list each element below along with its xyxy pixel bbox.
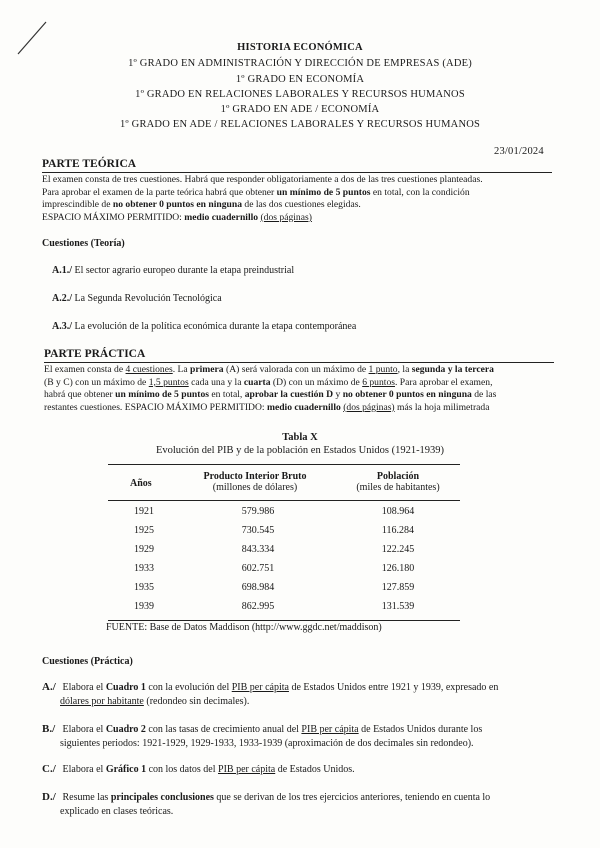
practice-question-d	[42, 790, 562, 819]
theory-instructions	[42, 174, 562, 224]
question-label: A.2./	[52, 293, 72, 304]
theory-question-a2	[52, 293, 222, 304]
cell-pop: 116.284	[381, 525, 415, 536]
cell-pib: 579.986	[241, 506, 275, 517]
question-label: C./	[42, 763, 56, 775]
table-title: Tabla X	[282, 432, 318, 443]
practice-l3e: y	[335, 389, 341, 401]
practice-l4a: restantes cuestiones. ESPACIO MÁXIMO PERMITIDO:	[44, 401, 265, 413]
theory-question-a1	[52, 265, 294, 276]
cell-pib: 698.984	[241, 582, 275, 593]
practice-l3g: de las	[474, 389, 497, 401]
practice-l3	[44, 389, 564, 402]
practice-l2a: (B y C) con un máximo de	[44, 376, 147, 388]
table-caption: Evolución del PIB y de la población en Estados Unidos (1921-1939)	[155, 445, 445, 456]
theory-divider	[42, 172, 552, 173]
theory-p4	[42, 212, 562, 225]
theory-p2a: Para aprobar el examen de la parte teórica habrá que obtener	[42, 186, 275, 198]
practice-instructions	[44, 364, 564, 414]
q-b-part-c: con las tasas de crecimiento anual del	[148, 724, 299, 735]
theory-p2b: un mínimo de 5 puntos	[276, 186, 371, 198]
practice-l1f: 1 punto	[368, 364, 398, 375]
practice-l3a: habrá que obtener	[44, 389, 113, 401]
table-top-rule	[108, 464, 460, 465]
theory-p4b: medio cuadernillo	[184, 211, 259, 223]
col-header-pop	[338, 471, 458, 493]
cell-pib: 843.334	[241, 544, 275, 555]
q-a-part-d: PIB per cápita	[231, 682, 289, 693]
theory-p3a: imprescindible de	[42, 199, 111, 211]
q-c-part-d: PIB per cápita	[218, 764, 276, 775]
col-header-pop-title: Población	[376, 471, 420, 482]
theory-p1: El examen consta de tres cuestiones. Habrá que responder obligatoriamente a dos de las tres cuestiones planteadas.	[42, 174, 483, 185]
table-header-rule	[108, 500, 460, 501]
q-b-part-b: Cuadro 2	[105, 724, 146, 735]
question-label: A.3./	[52, 321, 72, 332]
theory-p2c: en total, con la condición	[372, 186, 470, 198]
practice-l2f: 6 puntos	[362, 376, 395, 388]
practice-question-c	[42, 762, 562, 777]
q-a-part-a: Elabora el	[62, 682, 104, 693]
q-b-part-a: Elabora el	[62, 724, 104, 735]
q-b-part-d: PIB per cápita	[301, 724, 359, 735]
theory-p3	[42, 199, 562, 212]
q-d-part-e: explicado en clases teóricas.	[60, 806, 174, 817]
col-header-gdp-unit: (millones de dólares)	[212, 482, 298, 493]
practice-l1	[44, 364, 564, 377]
question-text: El sector agrario europeo durante la etapa preindustrial	[74, 265, 295, 276]
cell-pib: 602.751	[241, 563, 275, 574]
practice-l1b: 4 cuestiones	[125, 364, 173, 375]
question-text: La Segunda Revolución Tecnológica	[74, 293, 222, 304]
question-text: La evolución de la política económica durante la etapa contemporánea	[74, 321, 357, 332]
practice-l4d: más la hoja milimetrada	[397, 401, 490, 413]
table-row	[108, 582, 460, 601]
practice-l2b: 1,5 puntos	[148, 376, 189, 388]
cell-pop: 126.180	[381, 563, 415, 574]
question-label: B./	[42, 723, 56, 735]
cell-year: 1939	[134, 601, 154, 612]
col-header-pop-unit: (miles de habitantes)	[356, 482, 440, 493]
practice-l1d: primera	[190, 364, 224, 375]
practice-l2g: . Para aprobar el examen,	[394, 376, 493, 388]
practice-l4	[44, 402, 564, 415]
cell-pop: 122.245	[381, 544, 415, 555]
practice-l1c: . La	[172, 364, 188, 375]
section-theory-heading	[42, 158, 136, 170]
q-c-part-b: Gráfico 1	[105, 764, 147, 775]
practice-l1a: El examen consta de	[44, 364, 124, 375]
q-d-part-c: que se derivan de los tres ejercicios anteriores, teniendo en cuenta lo	[216, 792, 491, 803]
table-row	[108, 601, 460, 620]
cell-pop: 131.539	[381, 601, 415, 612]
table-row	[108, 525, 460, 544]
practice-l2e: (D) con un máximo de	[272, 376, 360, 388]
theory-p4a: ESPACIO MÁXIMO PERMITIDO:	[42, 211, 182, 223]
q-a-part-f: dólares por habitante	[60, 696, 144, 707]
theory-p4c: (dos páginas)	[260, 211, 312, 223]
practice-divider	[44, 362, 554, 363]
cell-year: 1929	[134, 544, 154, 555]
q-a-part-e: de Estados Unidos entre 1921 y 1939, expresado en	[291, 682, 499, 693]
cell-pop: 108.964	[381, 506, 415, 517]
practice-l3c: en total,	[211, 389, 243, 401]
cell-year: 1935	[134, 582, 154, 593]
degree-line-4: 1º GRADO EN ADE / ECONOMÍA	[220, 104, 380, 115]
q-a-part-c: con la evolución del	[148, 682, 230, 693]
practice-l1g: , la	[397, 364, 410, 375]
practice-l2	[44, 377, 564, 390]
table-row	[108, 506, 460, 525]
q-d-part-b: principales conclusiones	[110, 792, 214, 803]
practice-l3b: un mínimo de 5 puntos	[115, 389, 209, 401]
theory-p3c: de las dos cuestiones elegidas.	[244, 199, 361, 211]
q-c-part-e: de Estados Unidos.	[277, 764, 355, 775]
practice-question-a	[42, 680, 562, 709]
q-b-part-f: siguientes periodos: 1921-1929, 1929-1933, 1933-1939 (aproximación de dos decimales sin redondeo).	[60, 738, 474, 749]
cell-year: 1933	[134, 563, 154, 574]
col-header-gdp-title: Producto Interior Bruto	[203, 471, 307, 482]
q-a-part-b: Cuadro 1	[105, 682, 146, 693]
cell-year: 1925	[134, 525, 154, 536]
table-bottom-rule	[108, 620, 460, 621]
degree-line-3: 1º GRADO EN RELACIONES LABORALES Y RECURSOS HUMANOS	[135, 89, 465, 100]
degree-line-1: 1º GRADO EN ADMINISTRACIÓN Y DIRECCIÓN DE EMPRESAS (ADE)	[128, 58, 472, 69]
col-header-gdp	[190, 471, 320, 493]
question-label: D./	[42, 791, 56, 803]
q-d-part-a: Resume las	[62, 792, 109, 803]
theory-heading-text: PARTE TEÓRICA	[42, 158, 137, 170]
exam-date: 23/01/2024	[494, 146, 544, 157]
q-b-part-e: de Estados Unidos durante los	[361, 724, 483, 735]
table-row	[108, 563, 460, 582]
cell-year: 1921	[134, 506, 154, 517]
cell-pib: 862.995	[241, 601, 275, 612]
cell-pop: 127.859	[381, 582, 415, 593]
q-a-part-g: (redondeo sin decimales).	[146, 696, 250, 707]
q-c-part-c: con los datos del	[148, 764, 216, 775]
theory-question-a3	[52, 321, 356, 332]
section-practice-heading: PARTE PRÁCTICA	[44, 348, 146, 360]
question-label: A.1./	[52, 265, 72, 276]
theory-p3b: no obtener 0 puntos en ninguna	[112, 199, 242, 211]
table-source: FUENTE: Base de Datos Maddison (http://www.ggdc.net/maddison)	[106, 622, 382, 633]
q-c-part-a: Elabora el	[62, 764, 104, 775]
col-header-years: Años	[130, 478, 152, 489]
practice-question-b	[42, 722, 562, 751]
degree-line-2: 1º GRADO EN ECONOMÍA	[235, 74, 365, 85]
practice-l2d: cuarta	[243, 376, 271, 388]
theory-p2	[42, 187, 562, 200]
practice-l1h: segunda y la tercera	[411, 364, 494, 375]
cell-pib: 730.545	[241, 525, 275, 536]
practice-questions-heading: Cuestiones (Práctica)	[42, 656, 133, 667]
degree-line-5: 1º GRADO EN ADE / RELACIONES LABORALES Y RECURSOS HUMANOS	[119, 119, 481, 130]
practice-l1e: (A) será valorada con un máximo de	[226, 364, 367, 375]
practice-l2c: cada una y la	[191, 376, 242, 388]
practice-l4c: (dos páginas)	[343, 401, 395, 413]
practice-l4b: medio cuadernillo	[266, 401, 341, 413]
practice-l3d: aprobar la cuestión D	[244, 389, 334, 401]
course-title: HISTORIA ECONÓMICA	[237, 42, 363, 53]
question-label: A./	[42, 681, 56, 693]
practice-l3f: no obtener 0 puntos en ninguna	[342, 389, 472, 401]
table-row	[108, 544, 460, 563]
data-table-body	[108, 506, 460, 620]
theory-questions-heading: Cuestiones (Teoría)	[42, 238, 125, 249]
